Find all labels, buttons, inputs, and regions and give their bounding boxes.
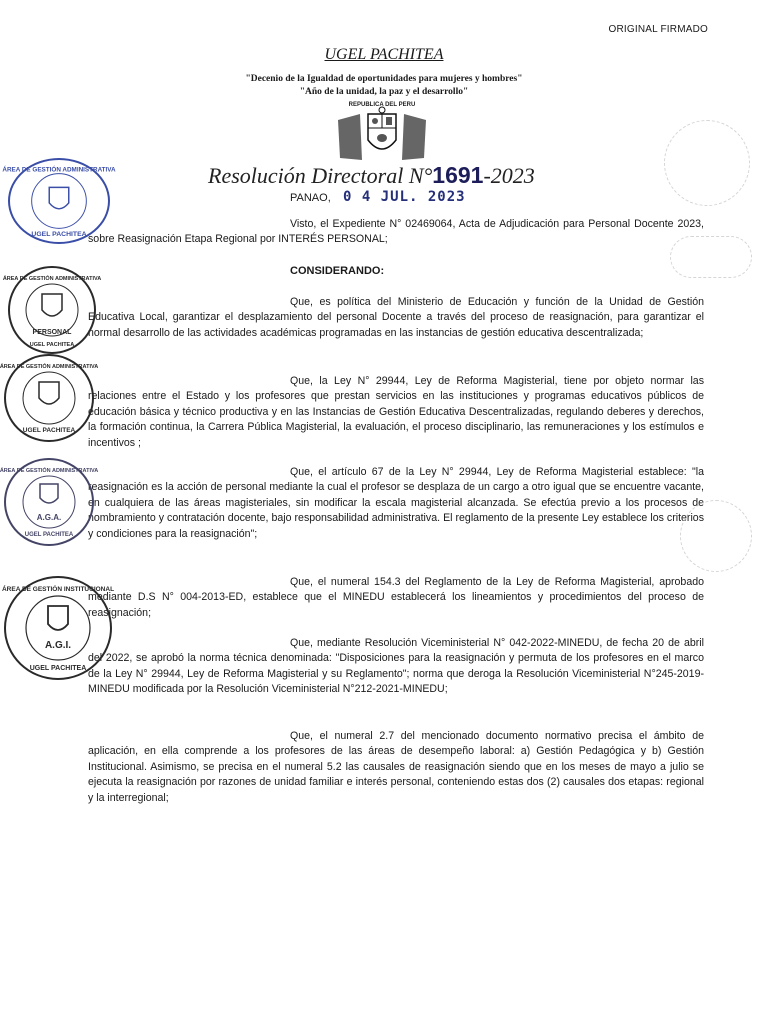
visto-paragraph: Visto, el Expediente N° 02469064, Acta de Adjudicación para Personal Docente 2023, sobre Reasignación Etapa Regional por INTERÉS PERSONAL; <box>88 218 704 246</box>
stamp-administrativa-blue <box>2 158 116 244</box>
faint-stamp-right <box>670 236 752 278</box>
stamp-institucional-agi <box>1 576 115 680</box>
svg-text:UGEL PACHITEA: UGEL PACHITEA <box>24 532 74 538</box>
svg-text:ÁREA DE GESTIÓN ADMINISTRATIVA: ÁREA DE GESTIÓN ADMINISTRATIVA <box>0 364 99 370</box>
decenio-line-2: "Año de la unidad, la paz y el desarrollo" <box>299 87 469 97</box>
stamp-administrativa-aga <box>0 458 99 546</box>
paragraph-2: Que, la Ley N° 29944, Ley de Reforma Magisterial, tiene por objeto normar las relaciones entre el Estado y los profesores que prestan servicios en las instituciones y programas educativos públicos de educación básica y técnico productiva y en las Instancias de Gestión Educativa Descentralizadas, regulando deberes y derechos, la formación continua, la Carrera Pública Magisterial, la evaluación, el proceso disciplinario, las remuneraciones y los estímulos e incentivos ; <box>88 375 704 449</box>
svg-text:ÁREA DE GESTIÓN ADMINISTRATIVA: ÁREA DE GESTIÓN ADMINISTRATIVA <box>2 166 116 174</box>
paragraph-6: Que, el numeral 2.7 del mencionado documento normativo precisa el ámbito de aplicación, en ella comprende a los profesores de las áreas de desempeño laboral: a) Gestión Pedagógica y b) Gestión Institucional. Asimismo, se precisa en el numeral 5.2 las causales de reasignación siendo que en los meses de mayo a julio se ejecuta la reasignación por razones de unidad familiar e interés personal, conteniendo estas dos (2) causales dos etapas: regional y la interregional; <box>88 730 704 804</box>
original-firmado-label: ORIGINAL FIRMADO <box>608 24 708 35</box>
stamp-administrativa-ugel <box>0 354 99 442</box>
decenio-text <box>0 73 768 99</box>
svg-text:A.G.A.: A.G.A. <box>36 513 62 522</box>
place-label: PANAO, <box>290 192 331 204</box>
svg-text:ÁREA DE GESTIÓN INSTITUCIONAL: ÁREA DE GESTIÓN INSTITUCIONAL <box>1 586 115 593</box>
decenio-line-1: "Decenio de la Igualdad de oportunidades para mujeres y hombres" <box>245 74 523 84</box>
paragraph-3: Que, el artículo 67 de la Ley N° 29944, Ley de Reforma Magisterial establece: "la reasignación es la acción de personal mediante la cual el profesor se desplaza de un cargo a otro igual que se encuentre vacante, en cualquiera de las áreas magisteriales, sin modificar la escala magisterial alcanzada. Se efectúa previo a los procesos de nombramiento y contratación docente, bajo responsabilidad administrativa. El reglamento de la presente Ley establece los criterios y condiciones para la reasignación"; <box>88 466 704 540</box>
resolution-title <box>208 162 535 189</box>
svg-text:UGEL PACHITEA: UGEL PACHITEA <box>29 665 87 672</box>
resolution-number: 1691 <box>432 162 484 188</box>
title-prefix: Resolución Directoral N° <box>208 163 433 188</box>
considerando-heading: CONSIDERANDO: <box>290 265 385 277</box>
paragraph-5: Que, mediante Resolución Viceministerial N° 042-2022-MINEDU, de fecha 20 de abril del 2022, se aprobó la norma técnica denominada: "Disposiciones para la reasignación y permuta de los profesores en el marco de la Ley N° 29944, Ley de Reforma Magisterial y su Reglamento"; norma que deroga la Resolución Viceministerial N°245-2019-MINEDU modificada por la Resolución Viceministerial N°212-2021-MINEDU; <box>88 637 704 696</box>
svg-text:A.G.I.: A.G.I. <box>44 640 72 651</box>
paragraph-4: Que, el numeral 154.3 del Reglamento de la Ley de Reforma Magisterial, aprobado mediante D.S N° 004-2013-ED, establece que el MINEDU establecerá los lineamientos y procedimientos del proceso de reasignación; <box>88 576 704 619</box>
faint-stamp-lower-right <box>680 500 752 572</box>
stamp-administrativa-personal <box>2 266 102 354</box>
faint-stamp-top-right <box>664 120 750 206</box>
svg-text:ÁREA DE GESTIÓN ADMINISTRATIVA: ÁREA DE GESTIÓN ADMINISTRATIVA <box>0 468 99 474</box>
svg-text:UGEL PACHITEA: UGEL PACHITEA <box>31 231 87 239</box>
svg-text:PERSONAL: PERSONAL <box>32 329 72 336</box>
title-year: -2023 <box>483 163 535 188</box>
paragraph-1: Que, es política del Ministerio de Educación y función de la Unidad de Gestión Educativa Local, garantizar el desplazamiento del personal Docente a través del proceso de reasignación, para garantizar el normal desarrollo de las actividades académicas programadas en las instancias de gestión educativa descentralizada; <box>88 296 704 339</box>
date-stamp: 0 4 JUL. 2023 <box>343 189 466 205</box>
coat-of-arms-icon <box>332 100 432 164</box>
svg-text:UGEL PACHITEA: UGEL PACHITEA <box>29 342 75 348</box>
shield-caption: REPUBLICA DEL PERU <box>348 102 416 108</box>
svg-text:UGEL PACHITEA: UGEL PACHITEA <box>22 427 76 434</box>
svg-text:ÁREA DE GESTIÓN ADMINISTRATIVA: ÁREA DE GESTIÓN ADMINISTRATIVA <box>2 276 102 282</box>
institution-name: UGEL PACHITEA <box>324 46 444 63</box>
